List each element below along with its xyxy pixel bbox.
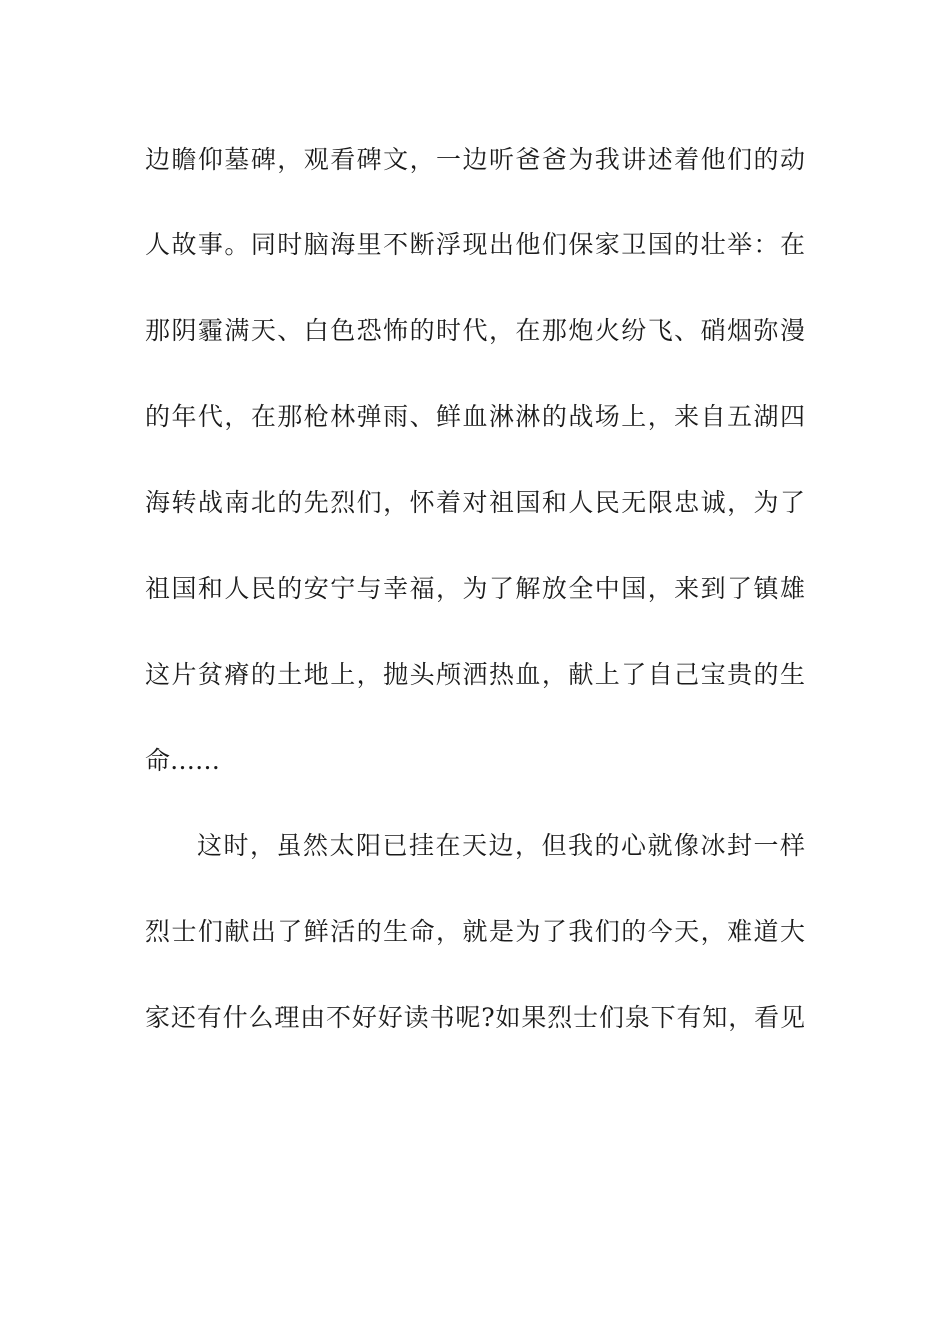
text-line: 命…… [145,746,221,775]
text-line: 边瞻仰墓碑，观看碑文，一边听爸爸为我讲述着他们的动 [145,145,805,174]
text-line: 烈士们献出了鲜活的生命，就是为了我们的今天，难道大 [145,917,805,946]
text-line: 这片贫瘠的土地上，抛头颅洒热血，献上了自己宝贵的生 [145,660,805,689]
text-line: 祖国和人民的安宁与幸福，为了解放全中国，来到了镇雄 [145,574,805,603]
text-line: 人故事。同时脑海里不断浮现出他们保家卫国的壮举：在 [145,230,805,259]
text-line: 这时，虽然太阳已挂在天边，但我的心就像冰封一样 [197,831,805,860]
text-line: 海转战南北的先烈们，怀着对祖国和人民无限忠诚，为了 [145,488,805,517]
text-line: 家还有什么理由不好好读书呢?如果烈士们泉下有知，看见 [145,1003,805,1032]
text-line: 的年代，在那枪林弹雨、鲜血淋淋的战场上，来自五湖四 [145,402,805,431]
text-line: 那阴霾满天、白色恐怖的时代，在那炮火纷飞、硝烟弥漫 [145,316,805,345]
